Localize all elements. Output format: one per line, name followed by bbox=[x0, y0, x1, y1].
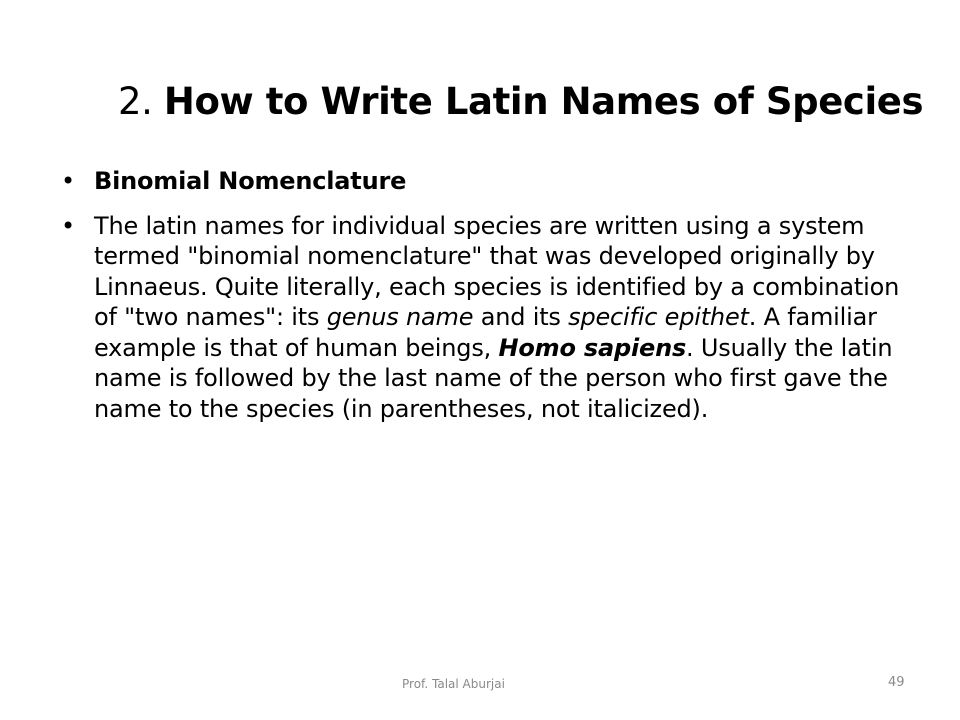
paragraph-text-2: and its bbox=[473, 303, 569, 331]
paragraph-text-4: . Usually the latin name is followed by the last name of the person who first gave the name to the species (in parentheses, not italicized). bbox=[94, 333, 893, 423]
bullet-dot-icon: • bbox=[61, 211, 75, 240]
page-number: 49 bbox=[888, 675, 905, 690]
bullet-dot-icon: • bbox=[61, 167, 75, 195]
genus-name-term: genus name bbox=[326, 303, 474, 331]
title-text: How to Write Latin Names of Species bbox=[163, 80, 924, 123]
paragraph-text-1: The latin names for individual species are written using a system termed "binomial nomenclature" that was developed originally by Linnaeus. Quite literally, each species is identified by a combination of "two names": its bbox=[94, 211, 900, 331]
bullet-paragraph bbox=[94, 211, 921, 425]
paragraph-text-3: . A familiar example is that of human beings, bbox=[94, 303, 877, 362]
footer-author: Prof. Talal Aburjai bbox=[402, 677, 505, 691]
slide-title bbox=[118, 72, 924, 132]
bullet-heading: Binomial Nomenclature bbox=[94, 167, 407, 195]
specific-epithet-term: specific epithet bbox=[568, 303, 749, 331]
title-number: 2. bbox=[118, 80, 153, 123]
species-name-example: Homo sapiens bbox=[498, 333, 687, 362]
bullet-list bbox=[61, 166, 921, 424]
bullet-item-binomial bbox=[61, 166, 921, 197]
bullet-item-description bbox=[61, 211, 921, 425]
